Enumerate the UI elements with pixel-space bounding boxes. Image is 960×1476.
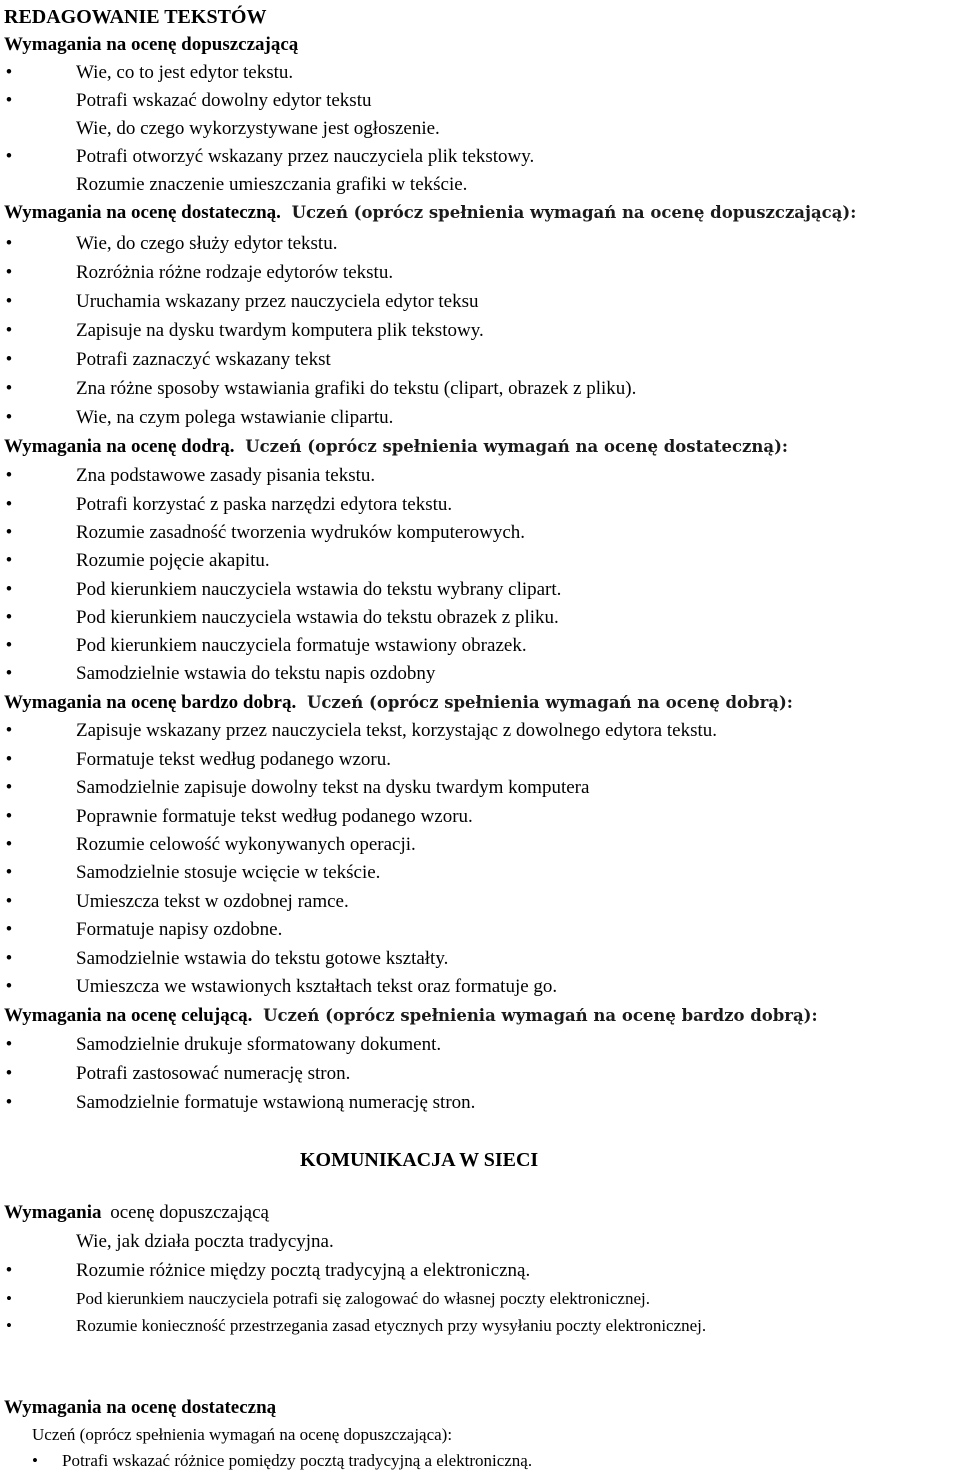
subheading-student-excellent: Uczeń (oprócz spełnienia wymagań na ocenę bardzo dobrą): [263, 1006, 818, 1025]
bullet-icon: • [5, 1092, 13, 1113]
bullet-icon: • [5, 749, 13, 770]
bullet-icon: • [5, 522, 13, 543]
heading-grade-very-good: Wymagania na ocenę bardzo dobrą. [4, 692, 297, 713]
bullet-icon: • [5, 550, 13, 571]
heading-row-good [4, 433, 788, 461]
bullet-icon: • [5, 233, 13, 254]
bullet-icon: • [5, 579, 13, 600]
section-title-text-editing: REDAGOWANIE TEKSTÓW [4, 6, 267, 28]
bullet-icon: • [5, 62, 13, 83]
bullet-icon: • [5, 146, 13, 167]
bullet-icon: • [6, 1316, 12, 1335]
bullet-icon: • [5, 976, 13, 997]
bullet-icon: • [5, 635, 13, 656]
heading-row-s2-sufficient [4, 1199, 269, 1227]
heading-row-excellent [4, 1002, 818, 1030]
bullet-icon: • [5, 378, 13, 399]
subheading-student-good: Uczeń (oprócz spełnienia wymagań na ocenę dostateczną): [245, 437, 789, 456]
bullet-icon: • [5, 494, 13, 515]
subheading-s2-student-satisfactory: Uczeń (oprócz spełnienia wymagań na ocenę dopuszczająca): [32, 1425, 453, 1444]
bullet-icon: • [5, 891, 13, 912]
bullet-icon: • [5, 948, 13, 969]
heading-s2-grade-sufficient: ocenę dopuszczającą [110, 1202, 269, 1223]
bullet-icon: • [5, 291, 13, 312]
bullet-icon: • [5, 1260, 13, 1281]
bullet-icon: • [5, 349, 13, 370]
bullet-icon: • [32, 1451, 38, 1470]
bullet-icon: • [5, 1034, 13, 1055]
section-title-network-communication: KOMUNIKACJA W SIECI [300, 1149, 539, 1171]
heading-row-very-good [4, 689, 793, 717]
bullet-icon: • [5, 862, 13, 883]
heading-grade-satisfactory: Wymagania na ocenę dostateczną. [4, 202, 281, 223]
bullet-icon: • [5, 407, 13, 428]
heading-s2-grade-satisfactory: Wymagania na ocenę dostateczną [4, 1397, 277, 1418]
bullet-icon: • [5, 806, 13, 827]
bullet-icon: • [5, 919, 13, 940]
subheading-student-very-good: Uczeń (oprócz spełnienia wymagań na ocenę dobrą): [306, 693, 793, 712]
bullet-icon: • [5, 834, 13, 855]
bullet-icon: • [6, 1289, 12, 1308]
heading-row-satisfactory [4, 199, 856, 227]
bullet-icon: • [5, 720, 13, 741]
heading-grade-sufficient: Wymagania na ocenę dopuszczającą [4, 34, 299, 55]
bullet-icon: • [5, 777, 13, 798]
bullet-icon: • [5, 320, 13, 341]
bullet-icon: • [5, 607, 13, 628]
heading-grade-excellent: Wymagania na ocenę celującą. [4, 1005, 253, 1026]
bullet-icon: • [5, 663, 13, 684]
bullet-icon: • [5, 1063, 13, 1084]
bullet-icon: • [5, 262, 13, 283]
heading-s2-requirements: Wymagania [4, 1202, 102, 1223]
document-page: REDAGOWANIE TEKSTÓW Wymagania na ocenę dopuszczającą • Wie, co to jest edytor tekstu. • Potrafi wskazać dowolny edytor tekstu Wie, do czego wykorzystywane jest ogłoszenie. • Potrafi otworzyć wskazany przez nauczyciela plik tekstowy. Rozumie znaczenie umieszczania grafiki w tekście. Wymagania na ocenę dostateczną. Uczeń (oprócz spełnienia wymagań na ocenę dopuszczającą): • Wie, do czego służy edytor tekstu. • Rozróżnia różne rodzaje edytorów tekstu. • Uruchamia wskazany przez nauczyciela edytor teksu • Zapisuje na dysku twardym komputera plik tekstowy. • Potrafi zaznaczyć wskazany tekst • Zna różne sposoby wstawiania grafiki do tekstu (clipart, obrazek z pliku). • Wie, na czym polega wstawianie clipartu. Wymagania na ocenę dodrą. Uczeń (oprócz spełnienia wymagań na ocenę dostateczną): • Zna podstawowe zasady pisania tekstu. • Potrafi korzystać z paska narzędzi edytora tekstu. • Rozumie zasadność tworzenia wydruków komputerowych. • Rozumie pojęcie akapitu. • Pod kierunkiem nauczyciela wstawia do tekstu wybrany clipart. • Pod kierunkiem nauczyciela wstawia do tekstu obrazek z pliku. • Pod kierunkiem nauczyciela formatuje wstawiony obrazek. • Samodzielnie wstawia do tekstu napis ozdobny Wymagania na ocenę bardzo dobrą. Uczeń (oprócz spełnienia wymagań na ocenę dobrą): • Zapisuje wskazany przez nauczyciela tekst, korzystając z dowolnego edytora tekstu. • Formatuje tekst według podanego wzoru. • Samodzielnie zapisuje dowolny tekst na dysku twardym komputera • Poprawnie formatuje tekst według podanego wzoru. • Rozumie celowość wykonywanych operacji. • Samodzielnie stosuje wcięcie w tekście. • Umieszcza tekst w ozdobnej ramce. • Formatuje napisy ozdobne. • Samodzielnie wstawia do tekstu gotowe kształty. • Umieszcza we wstawionych kształtach tekst oraz formatuje go. Wymagania na ocenę celującą. Uczeń (oprócz spełnienia wymagań na ocenę bardzo dobrą): • Samodzielnie drukuje sformatowany dokument. • Potrafi zastosować numerację stron. • Samodzielnie formatuje wstawioną numerację stron. KOMUNIKACJA W SIECI Wymagania ocenę dopuszczającą Wie, jak działa poczta tradycyjna. • Rozumie różnice między pocztą tradycyjną a elektroniczną. • Pod kierunkiem nauczyciela potrafi się zalogować do własnej poczty elektronicznej. • Rozumie konieczność przestrzegania zasad etycznych przy wysyłaniu poczty elektronicznej. Wymagania na ocenę dostateczną Uczeń (oprócz spełnienia wymagań na ocenę dopuszczająca): • Potrafi wskazać różnice pomiędzy pocztą tradycyjną a elektroniczną. [0, 0, 960, 1476]
bullet-icon: • [5, 465, 13, 486]
subheading-student-satisfactory: Uczeń (oprócz spełnienia wymagań na ocenę dopuszczającą): [291, 203, 857, 222]
bullet-icon: • [5, 90, 13, 111]
heading-grade-good: Wymagania na ocenę dodrą. [4, 436, 235, 457]
